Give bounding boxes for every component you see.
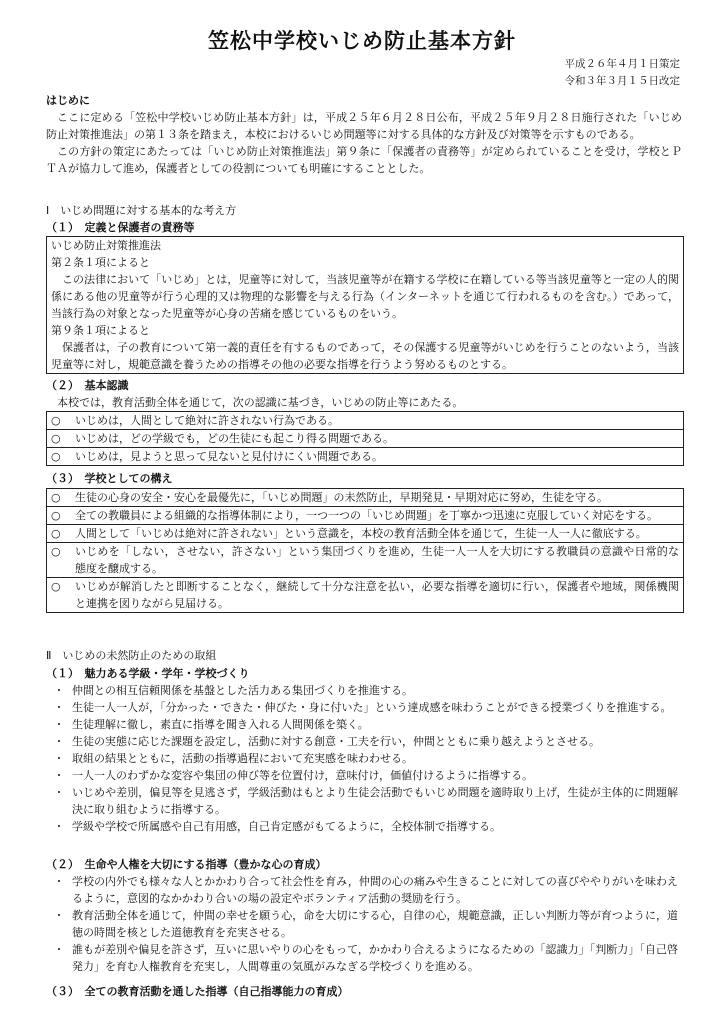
policy-dates [565, 56, 681, 90]
human-rights-text: 学校の内外でも様々な人とかかわり合って社会性を育み，仲間の心の痛みや生きることに対しての喜びややりがいを味わえるように，意図的なかかわり合いの場の設定やボランティア活動の奨励を行う。 [72, 875, 678, 905]
article-9-label: 第９条１項によると [51, 324, 150, 337]
stance-item [47, 578, 683, 612]
list-marker: ・ [53, 752, 65, 765]
article-2-text: この法律において「いじめ」とは，児童等に対して，当該児童等が在籍する学校に在籍している等当該児童等と一定の人的関係にある他の児童等が行う心理的又は物理的な影響を与える行為（インターネットを通じて行われるものを含む。）であって，当該行為の対象となった児童等が心身の苦痛を感じているものをいう。 [51, 273, 679, 320]
attractive-school-item [46, 733, 682, 750]
section-1-1-heading: （１） 定義と保護者の責務等 [46, 221, 195, 234]
human-rights-text: 教育活動全体を通じて，仲間の幸せを願う心，命を大切にする心，自律の心，規範意識，正しい判断力等が育つように，道徳の時間を核とした道徳教育を充実させる。 [72, 909, 678, 939]
list-marker: ・ [53, 786, 65, 799]
section-1-2-heading: （２） 基本認識 [46, 379, 129, 392]
section-2-1-heading: （１） 魅力ある学級・学年・学校づくり [46, 667, 250, 680]
stance-item [47, 489, 683, 507]
intro-heading: はじめに [46, 94, 90, 107]
list-marker: ・ [53, 820, 65, 833]
list-marker: ・ [53, 769, 65, 782]
list-marker: ○ [51, 432, 61, 445]
human-rights-item [46, 873, 682, 907]
intro-paragraph-2: この方針の策定にあたっては「いじめ防止対策推進法」第９条に「保護者の責務等」が定められていることを受け，学校とＰＴＡが協力して進め，保護者としての役割についても明確にすることとした。 [46, 145, 682, 175]
human-rights-text: 誰もが差別や偏見を許さず，互いに思いやりの心をもって，かかわり合えるようになるための「認識力」「判断力」「自己啓発力」を育む人権教育を充実し，人間尊重の気風がみなぎる学校づくりを進める。 [72, 943, 678, 973]
list-marker: ○ [51, 527, 61, 540]
intro-paragraph-1: ここに定める「笠松中学校いじめ防止基本方針」は，平成２５年６月２８日公布，平成２５年９月２８日施行された「いじめ防止対策推進法」の第１３条を踏まえ，本校におけるいじめ問題等に対する具体的な方針及び対策等を示すものである。 [46, 111, 682, 141]
attractive-school-text: 生徒の実態に応じた課題を設定し，活動に対する創意・工夫を行い，仲間とともに乗り越えようとさせる。 [72, 735, 600, 748]
law-definition-box [46, 236, 684, 374]
established-date: 平成２６年４月１日策定 [564, 58, 680, 70]
stance-text: 生徒の心身の安全・安心を最優先に，「いじめ問題」の未然防止，早期発見・早期対応に努め，生徒を守る。 [75, 491, 609, 504]
stance-text: いじめを「しない，させない，許さない」という集団づくりを進め，生徒一人一人を大切にする教職員の意識や日常的な態度を醸成する。 [75, 545, 679, 575]
section-1-3-heading: （３） 学校としての構え [46, 472, 173, 485]
list-marker: ・ [53, 701, 65, 714]
list-marker: ・ [53, 735, 65, 748]
article-9-text: 保護者は，子の教育について第一義的責任を有するものであって，その保護する児童等がいじめを行うことのないよう，当該児童等に対し，規範意識を養うための指導その他の必要な指導を行うよう努めるものとする。 [51, 341, 679, 371]
list-marker: ○ [51, 580, 61, 593]
basic-recognition-box [46, 411, 684, 466]
recognition-item [47, 448, 683, 465]
list-marker: ○ [51, 545, 61, 558]
list-marker: ・ [53, 718, 65, 731]
list-marker: ○ [51, 491, 61, 504]
basic-recognition-intro: 本校では，教育活動全体を通じて，次の認識に基づき，いじめの防止等にあたる。 [57, 396, 464, 409]
attractive-school-text: いじめや差別，偏見等を見逃さず，学級活動はもとより生徒会活動でもいじめ問題を適時取り上げ，生徒が主体的に問題解決に取り組むように指導する。 [72, 786, 678, 816]
list-marker: ○ [51, 414, 61, 427]
life-human-rights-list [46, 873, 682, 975]
list-marker: ○ [51, 509, 61, 522]
intro-section [46, 92, 682, 177]
section-2-2-heading: （２） 生命や人権を大切にする指導（豊かな心の育成） [46, 858, 327, 871]
recognition-item [47, 412, 683, 430]
recognition-text: いじめは，人間として絶対に許されない行為である。 [75, 414, 339, 427]
attractive-school-item [46, 716, 682, 733]
stance-item [47, 543, 683, 578]
recognition-text: いじめは，見ようと思って見ないと見付けにくい問題である。 [75, 450, 383, 463]
stance-item [47, 507, 683, 525]
attractive-school-text: 生徒一人一人が，「分かった・できた・伸びた・身に付いた」という達成感を味わうことができる授業づくりを推進する。 [72, 701, 672, 714]
list-marker: ・ [53, 875, 65, 888]
list-marker: ・ [53, 943, 65, 956]
stance-text: いじめが解消したと即断することなく，継続して十分な注意を払い，必要な指導を適切に行い，保護者や地域，関係機関と連携を図りながら見届ける。 [75, 580, 679, 610]
stance-text: 人間として「いじめは絶対に許されない」という意識を，本校の教育活動全体を通じて，生徒一人一人に徹底する。 [75, 527, 647, 540]
section-2-heading: Ⅱ いじめの未然防止のための取組 [46, 649, 217, 662]
attractive-school-text: 生徒理解に徹し，素直に指導を聞き入れる人間関係を築く。 [72, 718, 369, 731]
article-2-label: 第２条１項によると [51, 256, 150, 269]
attractive-school-text: 取組の結果とともに，活動の指導過程において充実感を味わわせる。 [72, 752, 413, 765]
attractive-school-item [46, 750, 682, 767]
recognition-item [47, 430, 683, 448]
list-marker: ・ [53, 684, 65, 697]
attractive-school-text: 学級や学校で所属感や自己有用感，自己肯定感がもてるように，全校体制で指導する。 [72, 820, 501, 833]
attractive-school-item [46, 767, 682, 784]
attractive-school-item [46, 699, 682, 716]
list-marker: ○ [51, 450, 61, 463]
attractive-school-text: 仲間との相互信頼関係を基盤とした活力ある集団づくりを推進する。 [72, 684, 413, 697]
page-title: 笠松中学校いじめ防止基本方針 [208, 29, 516, 53]
school-stance-list [47, 489, 683, 612]
human-rights-item [46, 941, 682, 975]
attractive-school-list [46, 682, 682, 835]
stance-text: 全ての教職員による組織的な指導体制により，一つ一つの「いじめ問題」を丁寧かつ迅速に克服していく対応をする。 [75, 509, 658, 522]
section-2-3-heading: （３） 全ての教育活動を通した指導（自己指導能力の育成） [46, 985, 349, 998]
section-1-heading: Ⅰ いじめ問題に対する基本的な考え方 [46, 204, 237, 217]
school-stance-box [46, 488, 684, 613]
revised-date: 令和３年３月１５日改定 [564, 75, 680, 87]
stance-item [47, 525, 683, 543]
list-marker: ・ [53, 909, 65, 922]
attractive-school-item [46, 818, 682, 835]
attractive-school-item [46, 682, 682, 699]
attractive-school-text: 一人一人のわずかな変容や集団の伸び等を位置付け，意味付け，価値付けるように指導する。 [72, 769, 534, 782]
human-rights-item [46, 907, 682, 941]
basic-recognition-list [47, 412, 683, 465]
law-title: いじめ防止対策推進法 [51, 239, 161, 252]
attractive-school-item [46, 784, 682, 818]
recognition-text: いじめは，どの学級でも，どの生徒にも起こり得る問題である。 [75, 432, 394, 445]
